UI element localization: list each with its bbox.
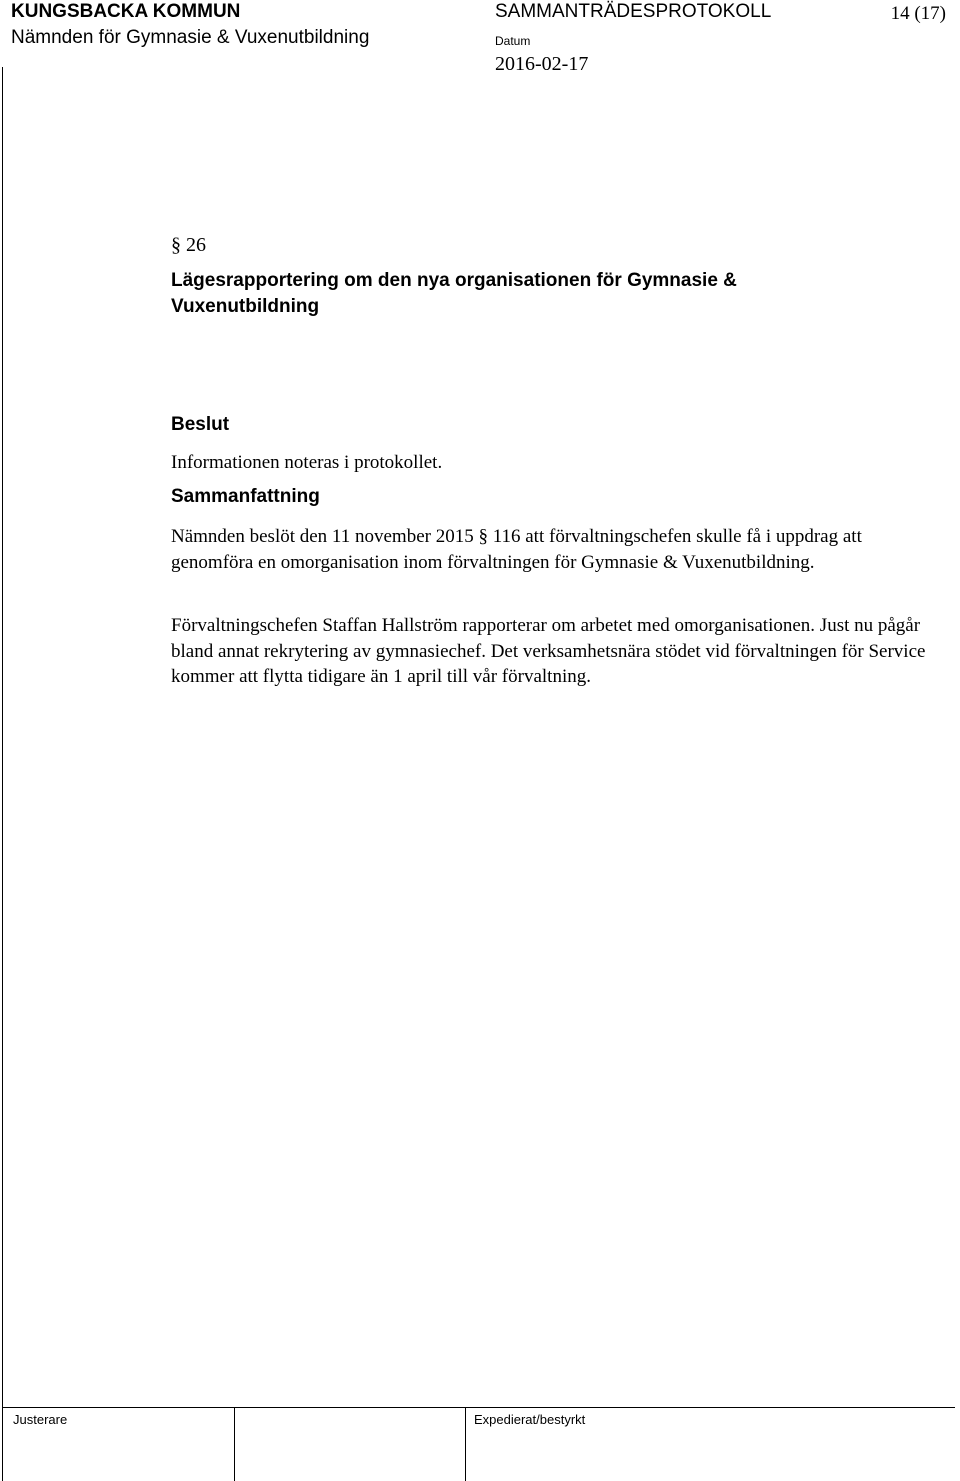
footer-divider xyxy=(234,1407,235,1481)
section-title: Lägesrapportering om den nya organisationen för Gymnasie & Vuxenutbildning xyxy=(171,270,737,317)
decision-text: Informationen noteras i protokollet. xyxy=(171,452,443,473)
date-value: 2016-02-17 xyxy=(495,53,589,75)
expedierat-label: Expedierat/bestyrkt xyxy=(474,1412,586,1427)
summary-paragraph: Förvaltningschefen Staffan Hallström rapporterar om arbetet med omorganisationen. Just nu pågår bland annat rekrytering av gymnasiechef. Det verksamhetsnära stödet vid förvaltningen för Service kommer att flytta tidigare än 1 april till vår förvaltning. xyxy=(171,615,926,687)
date-label: Datum xyxy=(495,34,531,48)
committee-name: Nämnden för Gymnasie & Vuxenutbildning xyxy=(11,27,370,48)
paragraph-number: § 26 xyxy=(171,234,206,256)
summary-paragraph: Nämnden beslöt den 11 november 2015 § 116 att förvaltningschefen skulle få i uppdrag att genomföra en omorganisation inom förvaltningen för Gymnasie & Vuxenutbildning. xyxy=(171,526,862,573)
footer-top-rule xyxy=(2,1407,955,1408)
decision-heading: Beslut xyxy=(171,414,230,435)
summary-heading: Sammanfattning xyxy=(171,486,320,507)
page-number: 14 (17) xyxy=(890,3,946,24)
footer-divider xyxy=(465,1407,466,1481)
justerare-label: Justerare xyxy=(13,1412,68,1427)
document-type: SAMMANTRÄDESPROTOKOLL xyxy=(495,1,772,22)
footer-divider xyxy=(2,1407,3,1481)
left-margin-rule xyxy=(2,67,3,1407)
organization-name: KUNGSBACKA KOMMUN xyxy=(11,1,241,22)
